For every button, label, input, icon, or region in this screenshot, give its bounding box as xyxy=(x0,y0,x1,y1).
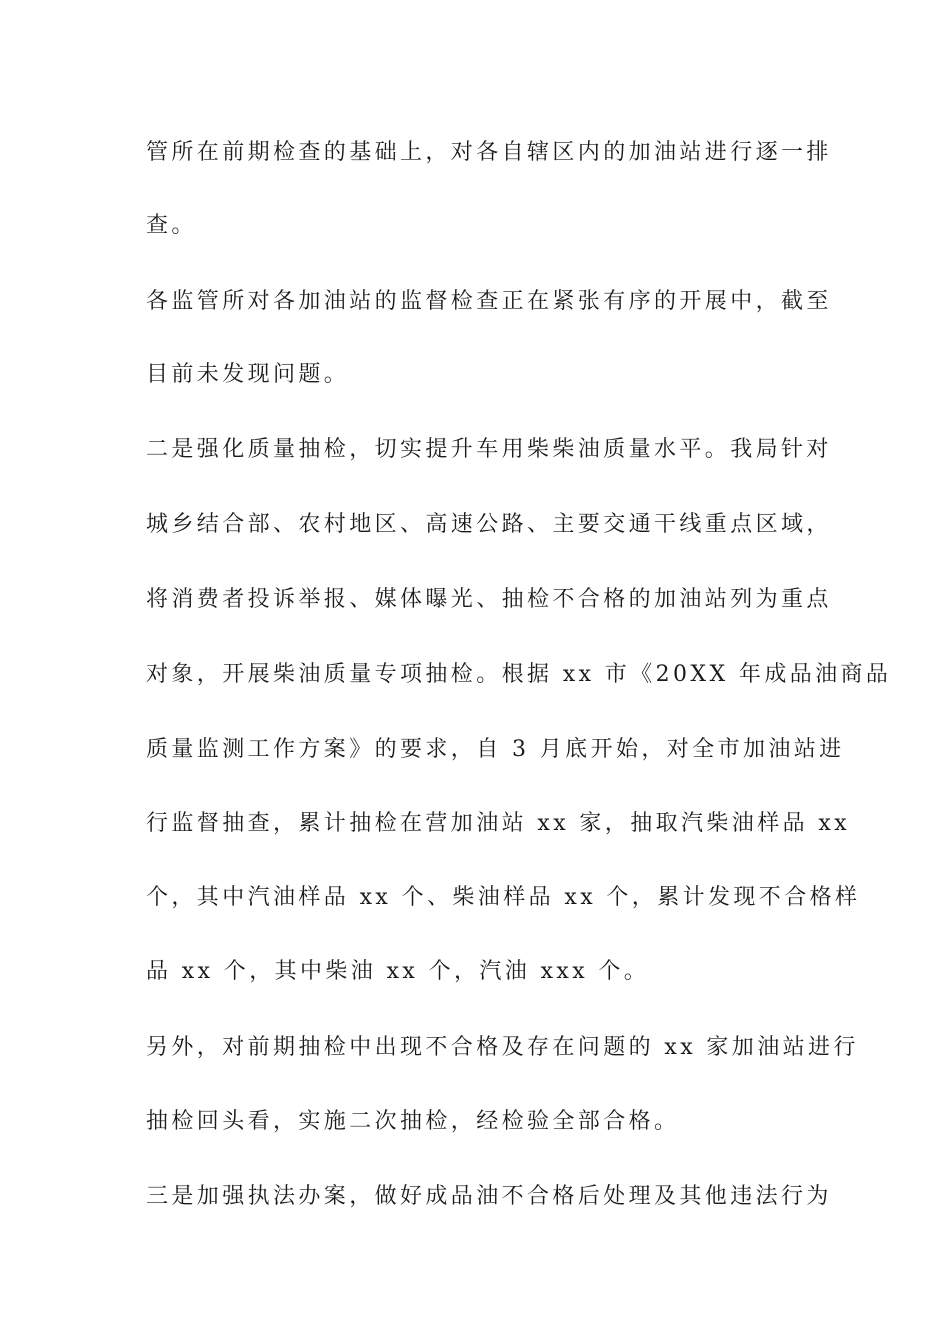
text-line: 抽检回头看，实施二次抽检，经检验全部合格。 xyxy=(146,1109,680,1134)
text-line: 另外，对前期抽检中出现不合格及存在问题的 xx 家加油站进行 xyxy=(146,1035,859,1060)
text-line: 品 xx 个，其中柴油 xx 个，汽油 xxx 个。 xyxy=(146,959,650,984)
text-line: 管所在前期检查的基础上，对各自辖区内的加油站进行逐一排 xyxy=(146,140,832,165)
text-line: 对象，开展柴油质量专项抽检。根据 xx 市《20XX 年成品油商品 xyxy=(146,662,892,687)
text-line: 二是强化质量抽检，切实提升车用柴柴油质量水平。我局针对 xyxy=(146,437,832,462)
text-line: 质量监测工作方案》的要求，自 3 月底开始，对全市加油站进 xyxy=(146,737,845,762)
text-line: 个，其中汽油样品 xx 个、柴油样品 xx 个，累计发现不合格样 xyxy=(146,885,861,910)
text-line: 将消费者投诉举报、媒体曝光、抽检不合格的加油站列为重点 xyxy=(146,587,832,612)
text-line: 三是加强执法办案，做好成品油不合格后处理及其他违法行为 xyxy=(146,1184,832,1209)
text-line: 行监督抽查，累计抽检在营加油站 xx 家，抽取汽柴油样品 xx xyxy=(146,811,851,836)
text-line: 查。 xyxy=(146,213,197,238)
text-line: 城乡结合部、农村地区、高速公路、主要交通干线重点区域， xyxy=(146,512,832,537)
text-line: 各监管所对各加油站的监督检查正在紧张有序的开展中，截至 xyxy=(146,289,832,314)
text-line: 目前未发现问题。 xyxy=(146,362,350,387)
